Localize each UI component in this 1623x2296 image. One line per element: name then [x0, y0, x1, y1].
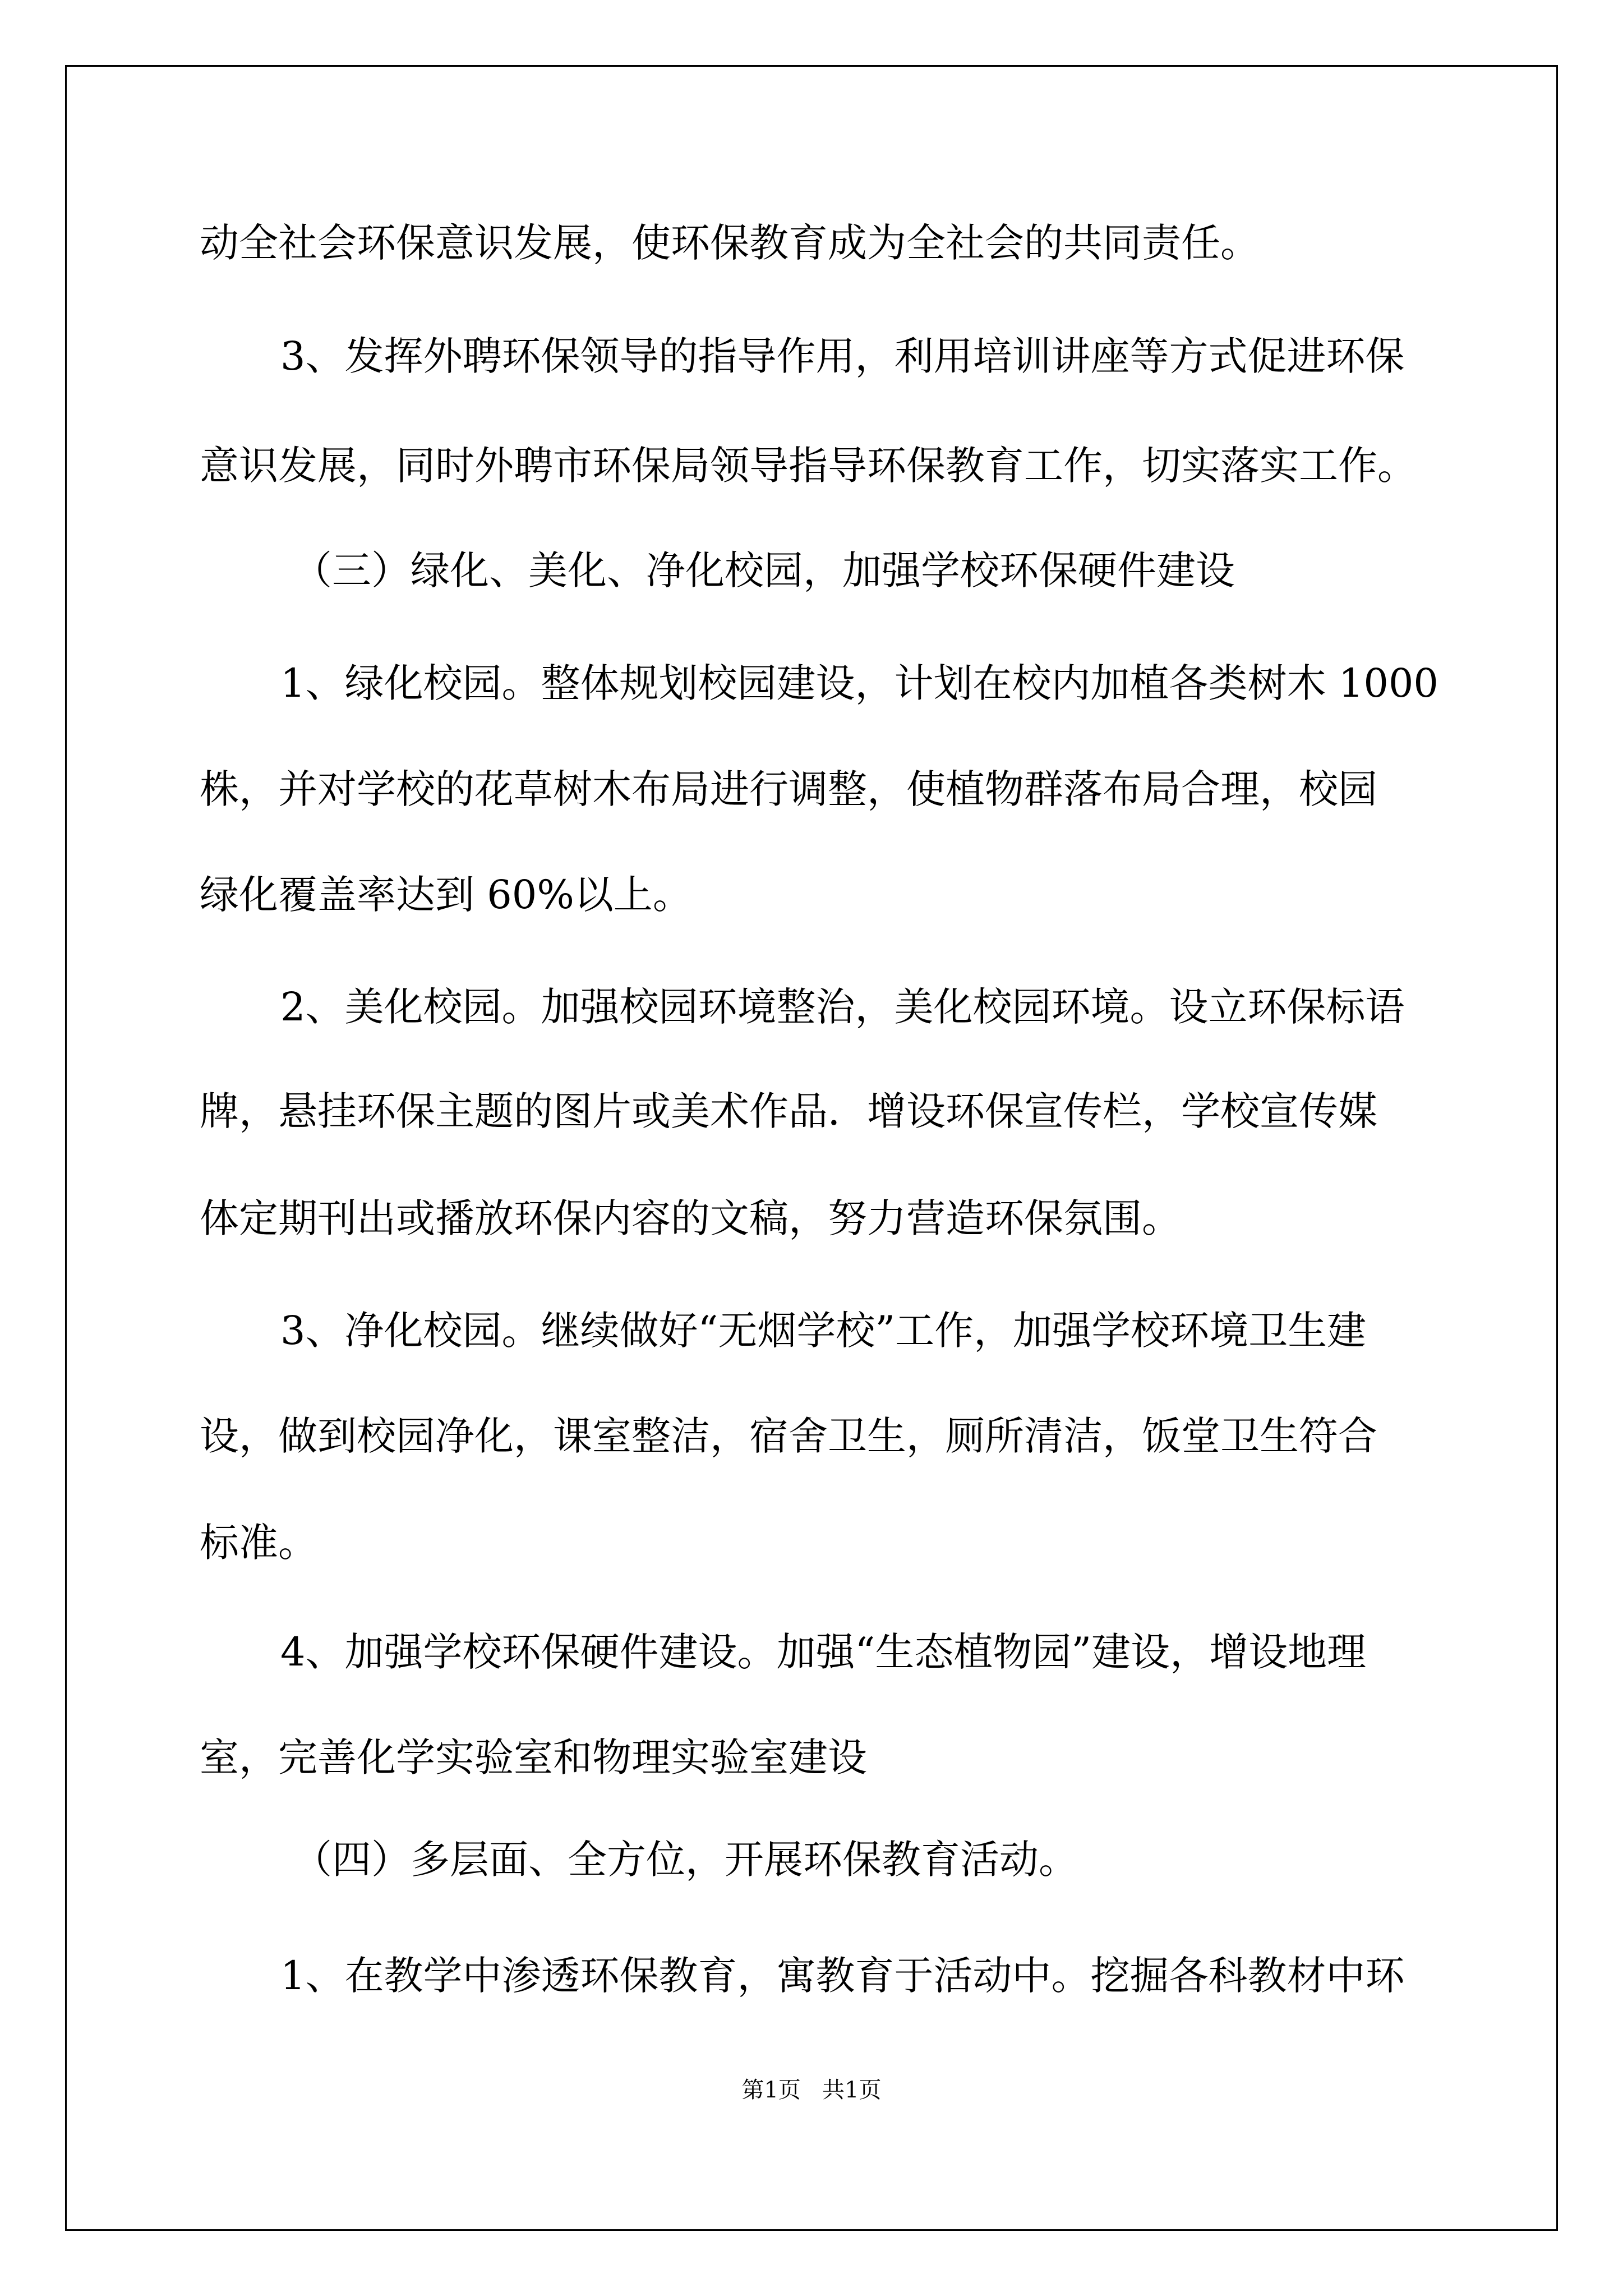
- body-line: 4、加强学校环保硬件建设。加强“生态植物园”建设，增设地理: [280, 1629, 1367, 1675]
- section-heading: （三）绿化、美化、净化校园，加强学校环保硬件建设: [293, 547, 1235, 593]
- body-line: 设，做到校园净化，课室整洁，宿舍卫生，厕所清洁，饭堂卫生符合: [200, 1413, 1377, 1459]
- body-line: 绿化覆盖率达到 60%以上。: [200, 872, 692, 918]
- body-line: 3、净化校园。继续做好“无烟学校”工作，加强学校环境卫生建: [280, 1308, 1367, 1354]
- page-border: [65, 65, 1558, 2231]
- body-line: 室，完善化学实验室和物理实验室建设: [200, 1734, 867, 1780]
- body-line: 3、发挥外聘环保领导的指导作用，利用培训讲座等方式促进环保: [280, 333, 1405, 379]
- body-line: 动全社会环保意识发展，使环保教育成为全社会的共同责任。: [200, 220, 1260, 266]
- body-line: 牌，悬挂环保主题的图片或美术作品．增设环保宣传栏，学校宣传媒: [200, 1088, 1377, 1134]
- body-line: 1、绿化校园。整体规划校园建设，计划在校内加植各类树木 1000: [280, 660, 1438, 706]
- body-line: 体定期刊出或播放环保内容的文稿，努力营造环保氛围。: [200, 1195, 1181, 1241]
- body-line: 1、在教学中渗透环保教育，寓教育于活动中。挖掘各科教材中环: [280, 1953, 1405, 1999]
- page-footer: 第1页 共1页: [741, 2077, 882, 2103]
- body-line: 意识发展，同时外聘市环保局领导指导环保教育工作，切实落实工作。: [200, 443, 1417, 489]
- body-line: 株，并对学校的花草树木布局进行调整，使植物群落布局合理，校园: [200, 766, 1377, 812]
- section-heading: （四）多层面、全方位，开展环保教育活动。: [293, 1837, 1078, 1883]
- body-line: 标准。: [200, 1520, 317, 1566]
- body-line: 2、美化校园。加强校园环境整治，美化校园环境。设立环保标语: [280, 984, 1405, 1030]
